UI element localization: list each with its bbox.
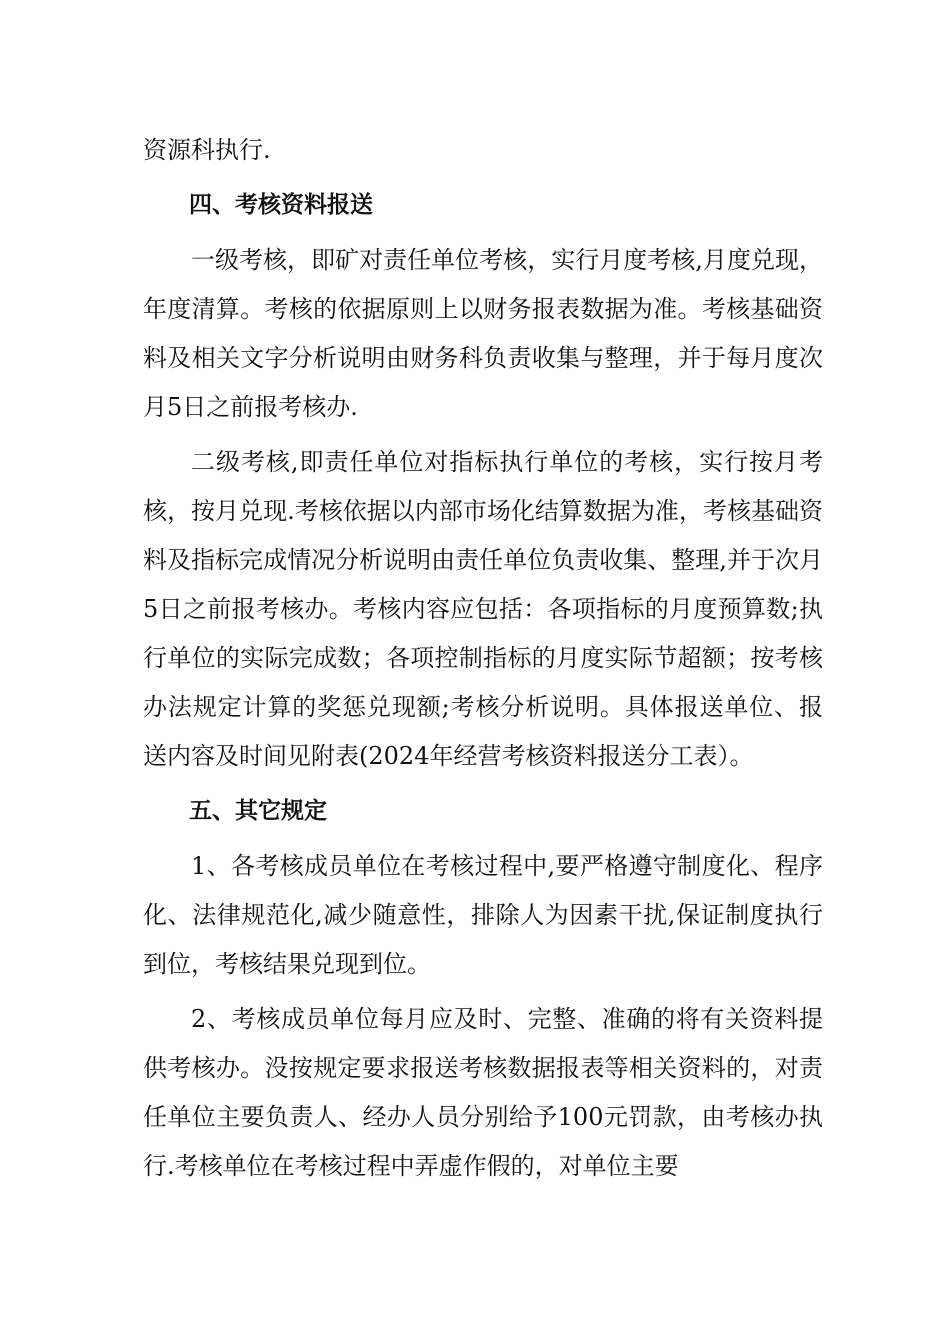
paragraph-level-one-assessment: 一级考核，即矿对责任单位考核，实行月度考核,月度兑现，年度清算。考核的依据原则上以财务报表数据为准。考核基础资料及相关文字分析说明由财务科负责收集与整理，并于每月度次月5日之前报考核办.: [143, 246, 823, 421]
continuation-text: 资源科执行.: [143, 136, 271, 164]
paragraph-level-two-assessment: 二级考核,即责任单位对指标执行单位的考核，实行按月考核，按月兑现.考核依据以内部市场化结算数据为准，考核基础资料及指标完成情况分析说明由责任单位负责收集、整理,并于次月5日之前报考核办。考核内容应包括：各项指标的月度预算数;执行单位的实际完成数；各项控制指标的月度实际节超额；按考核办法规定计算的奖惩兑现额;考核分析说明。具体报送单位、报送内容及时间见附表(2024年经营考核资料报送分工表）。: [143, 448, 823, 770]
section-heading-5: 五、其它规定: [189, 798, 327, 824]
paragraph-rule-2: 2、考核成员单位每月应及时、完整、准确的将有关资料提供考核办。没按规定要求报送考核数据报表等相关资料的，对责任单位主要负责人、经办人员分别给予100元罚款，由考核办执行.考核单位在考核过程中弄虚作假的，对单位主要: [143, 1005, 823, 1180]
paragraph-rule-1: 1、各考核成员单位在考核过程中,要严格遵守制度化、程序化、法律规范化,减少随意性，排除人为因素干扰,保证制度执行到位，考核结果兑现到位。: [143, 852, 823, 978]
section-heading-4: 四、考核资料报送: [189, 192, 373, 218]
document-body: [143, 126, 823, 1191]
